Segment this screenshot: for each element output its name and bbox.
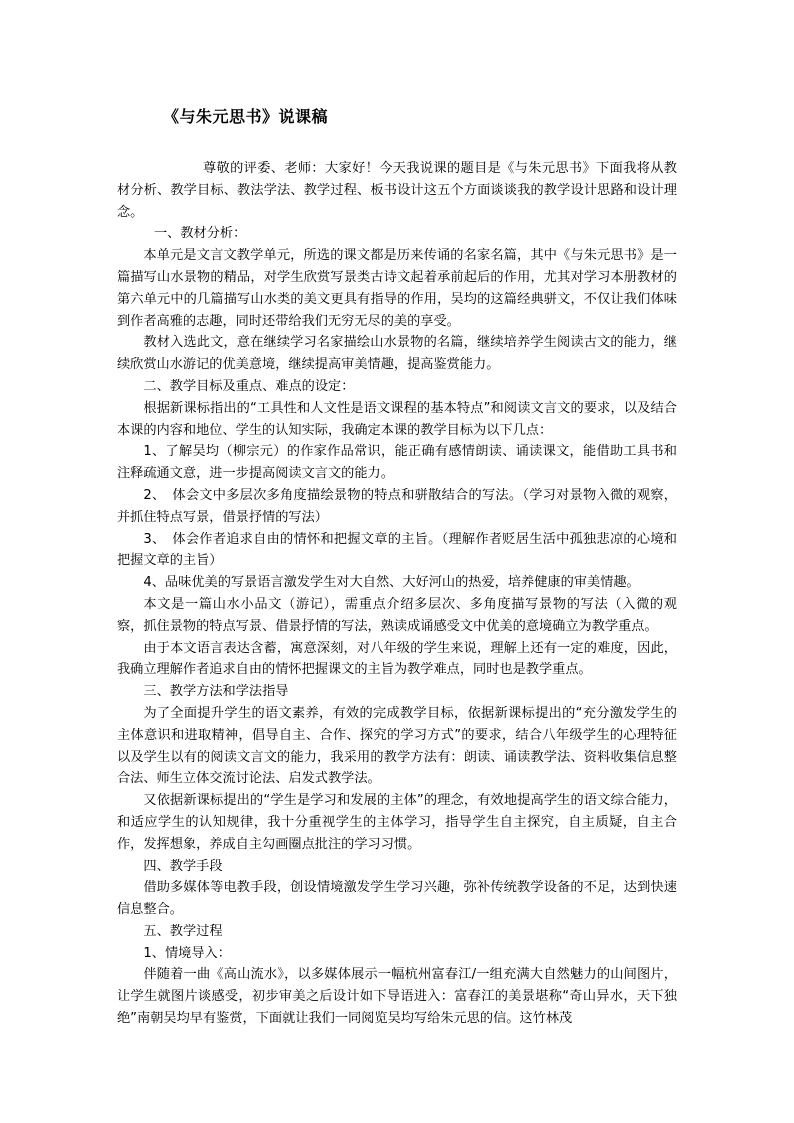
section-heading-textbook-analysis: 一、教材分析： — [153, 226, 247, 242]
paragraph: 又依据新课标提出的“学生是学习和发展的主体”的理念，有效地提高学生的语文综合能力，和适应学生的认知规律，我十分重视学生的主体学习，指导学生自主探究，自主质疑，自主合作，发挥想象，养成自主勾画圈点批注的学习习惯。 — [117, 793, 677, 852]
section-heading-teaching-goals: 二、教学目标及重点、难点的设定： — [143, 378, 355, 394]
paragraph: 本单元是文言文教学单元，所选的课文都是历来传诵的名家名篇，其中《与朱元思书》是一篇描写山水景物的精品，对学生欣赏写景类古诗文起着承前起后的作用，尤其对学习本册教材的第六单元中的几篇描写山水类的美文更具有指导的作用，吴均的这篇经典骈文，不仅让我们体味到作者高雅的志趣，同时还带给我们无穷无尽的美的享受。 — [117, 248, 677, 329]
document-title: 《与朱元思书》说课稿 — [163, 107, 329, 126]
paragraph-greeting: 尊敬的评委、老师：大家好！今天我说课的题目是《与朱元思书》下面我将从教材分析、教学目标、教法学法、教学过程、板书设计这五个方面谈谈我的教学设计思路和设计理念。 — [117, 161, 677, 220]
goal-item-2: 2、 体会文中多层次多角度描绘景物的特点和骈散结合的写法。（学习对景物入微的观察，并抓住特点写景，借景抒情的写法） — [117, 487, 677, 525]
paragraph: 借助多媒体等电教手段，创设情境激发学生学习兴趣，弥补传统教学设备的不足，达到快速信息整合。 — [117, 880, 677, 918]
goal-item-1: 1、了解吴均（柳宗元）的作家作品常识，能正确有感情朗读、诵读课文，能借助工具书和注释疏通文意，进一步提高阅读文言文的能力。 — [117, 444, 677, 482]
paragraph: 由于本文语言表达含蓄，寓意深刻，对八年级的学生来说，理解上还有一定的难度，因此，我确立理解作者追求自由的情怀把握课文的主旨为教学难点，同时也是教学重点。 — [117, 640, 677, 678]
subheading-scene-intro: 1、情境导入： — [143, 945, 231, 961]
paragraph: 教材入选此文，意在继续学习名家描绘山水景物的名篇，继续培养学生阅读古文的能力，继续欣赏山水游记的优美意境，继续提高审美情趣，提高鉴赏能力。 — [117, 335, 677, 373]
section-heading-teaching-methods: 三、教学方法和学法指导 — [143, 684, 289, 700]
paragraph: 为了全面提升学生的语文素养，有效的完成教学目标，依据新课标提出的“充分激发学生的主体意识和进取精神，倡导自主、合作、探究的学习方式”的要求，结合八年级学生的心理特征以及学生以有的阅读文言文的能力，我采用的教学方法有：朗读、诵读教学法、资料收集信息整合法、师生立体交流讨论法、启发式教学法。 — [117, 705, 677, 787]
document-body — [117, 158, 677, 1030]
paragraph: 根据新课标指出的“工具性和人文性是语文课程的基本特点”和阅读文言文的要求，以及结合本课的内容和地位、学生的认知实际，我确定本课的教学目标为以下几点： — [117, 400, 677, 438]
goal-item-3: 3、 体会作者追求自由的情怀和把握文章的主旨。（理解作者贬居生活中孤独悲凉的心境和把握文章的主旨） — [117, 531, 677, 569]
section-heading-teaching-process: 五、教学过程 — [143, 923, 223, 939]
paragraph: 本文是一篇山水小品文（游记），需重点介绍多层次、多角度描写景物的写法（入微的观察，抓住景物的特点写景、借景抒情的写法，熟读成诵感受文中优美的意境确立为教学重点。 — [117, 596, 677, 634]
paragraph: 伴随着一曲《高山流水》，以多媒体展示一幅杭州富春江/一组充满大自然魅力的山间图片，让学生就图片谈感受，初步审美之后设计如下导语进入：富春江的美景堪称“奇山异水，天下独绝”南朝吴均早有鉴赏，下面就让我们一同阅览吴均写给朱元思的信。这竹林茂 — [117, 967, 677, 1027]
section-heading-teaching-means: 四、教学手段 — [143, 858, 223, 874]
goal-item-4: 4、品味优美的写景语言激发学生对大自然、大好河山的热爱，培养健康的审美情趣。 — [143, 575, 640, 591]
